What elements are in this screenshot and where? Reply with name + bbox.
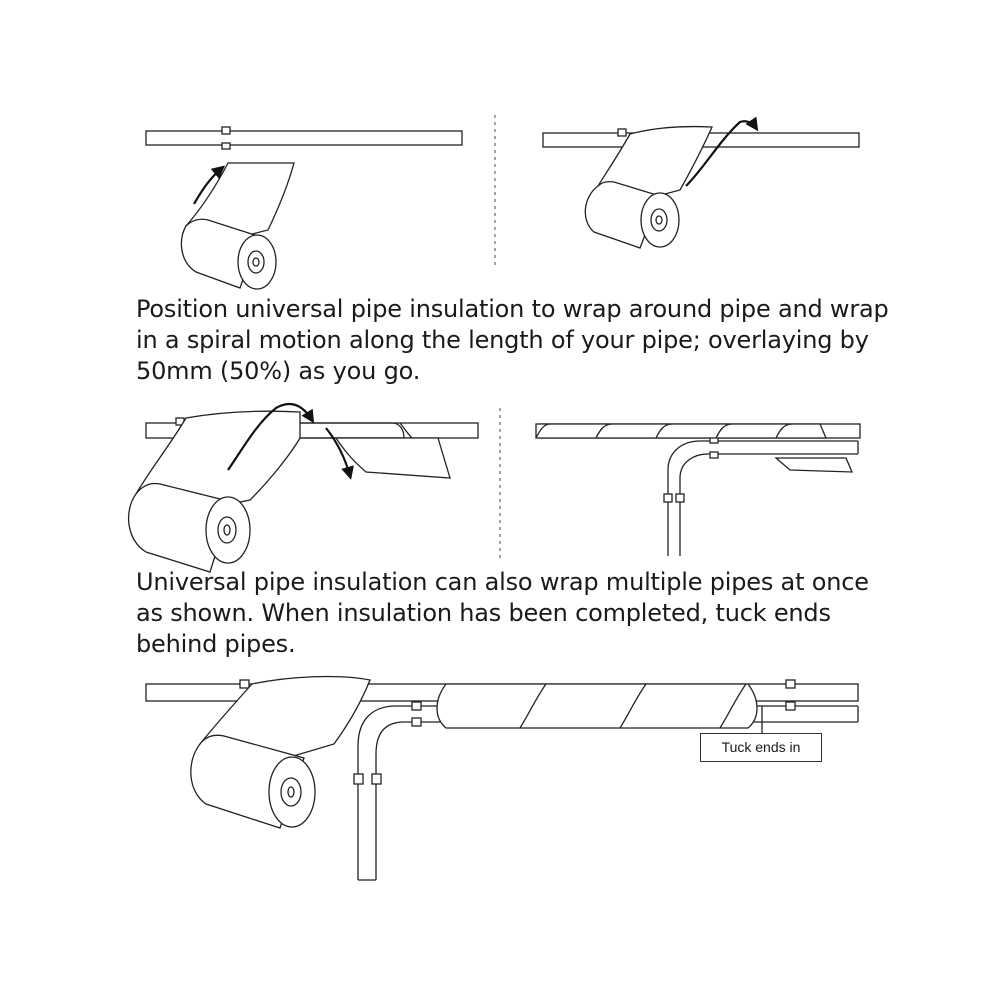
pipe-clip	[240, 680, 249, 688]
insulation-wrap	[437, 684, 757, 728]
step2-panel-c	[146, 677, 858, 880]
tuck-ends-callout: Tuck ends in	[700, 733, 822, 762]
pipe-clip	[618, 129, 626, 136]
step1-caption: Position universal pipe insulation to wrap around pipe and wrap in a spiral motion along the length of your pipe; overlaying by 50mm (50%) as you go.	[136, 295, 889, 385]
step2-panel-a	[129, 404, 478, 572]
step2-caption: Universal pipe insulation can also wrap multiple pipes at once as shown. When insulation has been completed, tuck ends behind pipes.	[136, 568, 869, 658]
pipe-clip	[222, 127, 230, 134]
step1-panel-b	[543, 121, 859, 248]
pipe-clip	[222, 143, 230, 149]
insulation-loose-end	[336, 438, 450, 478]
pipe-clip	[786, 702, 795, 710]
pipe-clip	[354, 774, 363, 784]
insulation-wrap	[536, 424, 826, 438]
pipe-clip	[786, 680, 795, 688]
pipe-clip	[412, 702, 421, 710]
pipe-clip	[372, 774, 381, 784]
pipe-clip	[676, 494, 684, 502]
pipe-clip	[710, 452, 718, 458]
step2-panel-b	[536, 424, 860, 556]
pipe-clip	[664, 494, 672, 502]
pipe-clip	[412, 718, 421, 726]
insulation-loose-end	[776, 458, 852, 472]
step1-panel-a	[146, 127, 462, 289]
pipe	[146, 131, 462, 145]
